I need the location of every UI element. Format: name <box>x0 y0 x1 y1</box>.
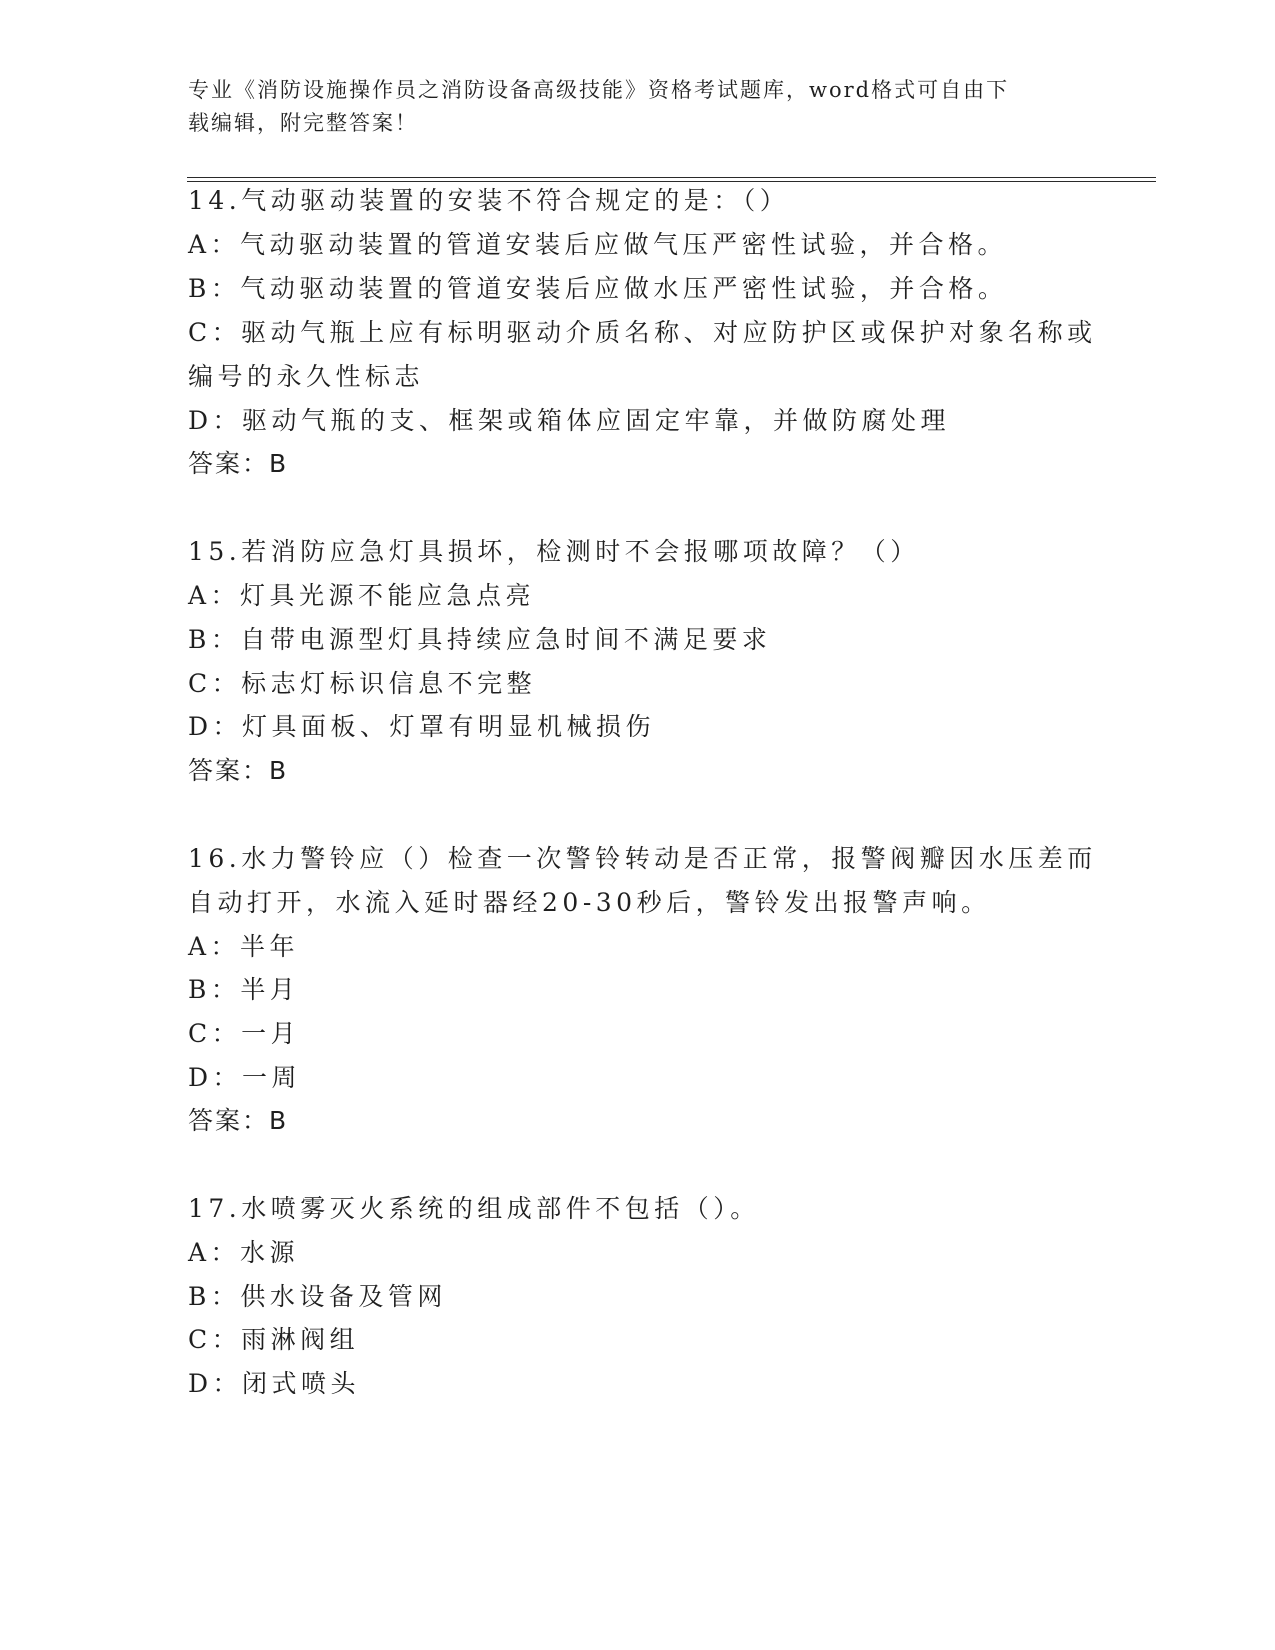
question-16-option-d: D：一周 <box>188 1063 302 1092</box>
question-16-answer: 答案：B <box>188 1106 289 1135</box>
question-15-option-b: B：自带电源型灯具持续应急时间不满足要求 <box>188 625 772 654</box>
question-14-option-d: D：驱动气瓶的支、框架或箱体应固定牢靠，并做防腐处理 <box>188 406 951 435</box>
question-14-option-a: A：气动驱动装置的管道安装后应做气压严密性试验，并合格。 <box>188 230 1008 259</box>
question-14-answer: 答案：B <box>188 449 289 478</box>
question-17-stem: 17.水喷雾灭火系统的组成部件不包括（）。 <box>188 1194 760 1223</box>
question-16-option-b: B：半月 <box>188 975 300 1004</box>
question-16-option-c: C：一月 <box>188 1019 301 1048</box>
question-15-option-c: C：标志灯标识信息不完整 <box>188 669 537 698</box>
header-line-2: 载编辑，附完整答案！ <box>188 111 418 135</box>
question-15-option-a: A：灯具光源不能应急点亮 <box>188 581 536 610</box>
question-17-option-c: C：雨淋阀组 <box>188 1325 360 1354</box>
question-16-stem: 16.水力警铃应（）检查一次警铃转动是否正常，报警阀瓣因水压差而 <box>188 844 1097 873</box>
question-15-answer: 答案：B <box>188 756 289 785</box>
header-divider <box>187 177 1156 182</box>
question-16-stem-continued: 自动打开，水流入延时器经20-30秒后，警铃发出报警声响。 <box>188 888 991 917</box>
document-header <box>188 74 1088 140</box>
question-15-option-d: D：灯具面板、灯罩有明显机械损伤 <box>188 712 656 741</box>
question-14-option-c: C：驱动气瓶上应有标明驱动介质名称、对应防护区或保护对象名称或 <box>188 318 1097 347</box>
question-16-option-a: A：半年 <box>188 932 300 961</box>
question-17-option-b: B：供水设备及管网 <box>188 1282 447 1311</box>
question-17-option-a: A：水源 <box>188 1238 300 1267</box>
question-15-stem: 15.若消防应急灯具损坏，检测时不会报哪项故障？（） <box>188 537 920 566</box>
question-14-option-c-continued: 编号的永久性标志 <box>188 362 425 391</box>
question-14-stem: 14.气动驱动装置的安装不符合规定的是：（） <box>188 186 790 215</box>
question-17-option-d: D：闭式喷头 <box>188 1369 361 1398</box>
question-14-option-b: B：气动驱动装置的管道安装后应做水压严密性试验，并合格。 <box>188 274 1008 303</box>
header-line-1: 专业《消防设施操作员之消防设备高级技能》资格考试题库，word格式可自由下 <box>188 78 1010 102</box>
